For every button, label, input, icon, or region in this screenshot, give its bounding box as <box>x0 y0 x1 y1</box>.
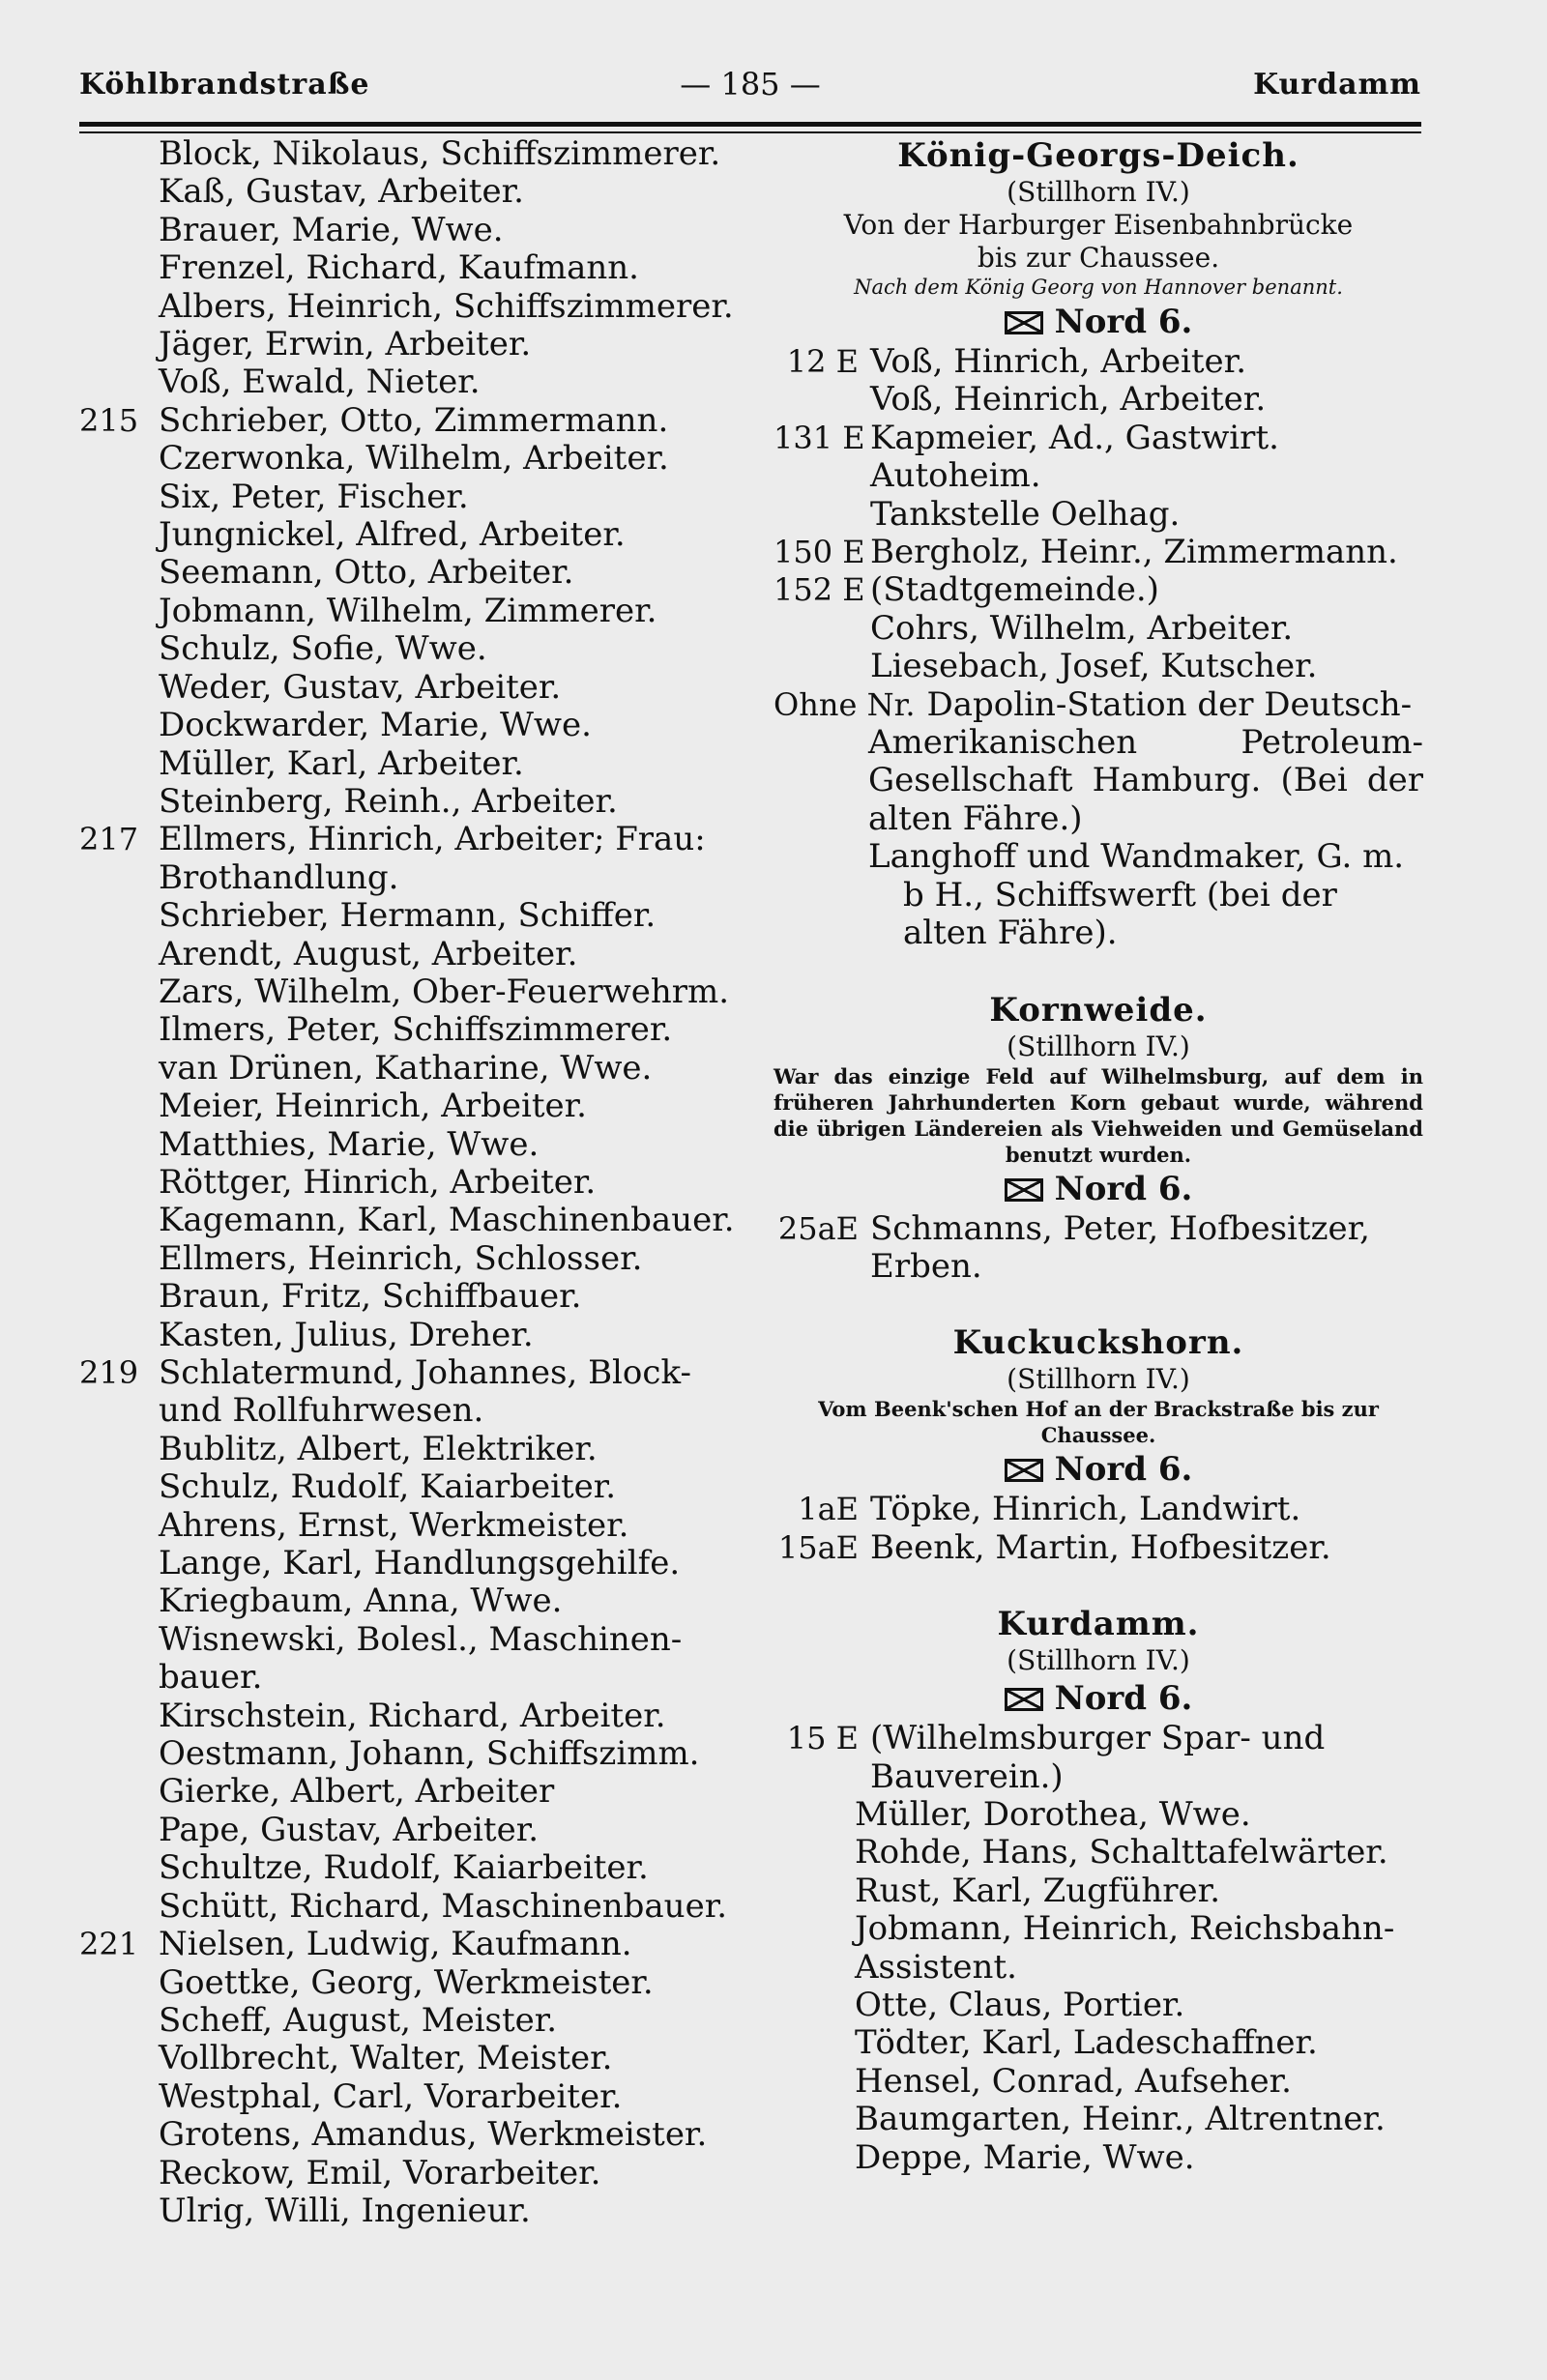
list-item <box>774 2063 1423 2101</box>
list-item <box>79 479 746 516</box>
entry-text: Voß, Hinrich, Arbeiter. <box>870 342 1247 381</box>
list-item <box>79 1849 746 1887</box>
street-note: Vom Beenk'schen Hof an der Brackstraße bis zur Chaussee. <box>818 1397 1379 1448</box>
list-item <box>774 1834 1423 1872</box>
street-district: (Stillhorn IV.) <box>1007 176 1190 208</box>
list-item <box>79 936 746 973</box>
entry-text: Czerwonka, Wilhelm, Arbeiter. <box>159 439 669 479</box>
list-item <box>774 1210 1423 1248</box>
list-item <box>79 1735 746 1773</box>
entry-text: Kaß, Gustav, Arbeiter. <box>159 172 524 212</box>
street-district: (Stillhorn IV.) <box>1007 1030 1190 1062</box>
page-number: — 185 — <box>680 66 821 102</box>
entry-text: Tödter, Karl, Ladeschaffner. <box>855 2023 1318 2063</box>
street-title: Kuckuckshorn. <box>952 1323 1244 1363</box>
entry-text: Kagemann, Karl, Maschinenbauer. <box>159 1201 735 1240</box>
entry-text: Schulz, Rudolf, Kaiarbeiter. <box>159 1467 617 1507</box>
list-item <box>774 1529 1423 1567</box>
house-number: 219 <box>79 1354 139 1391</box>
list-item <box>774 1910 1423 1948</box>
street-block-kuckuckshorn <box>774 1322 1423 1567</box>
left-column <box>79 135 746 2230</box>
entry-text: Schmanns, Peter, Hofbesitzer, <box>870 1208 1370 1248</box>
list-item <box>79 212 746 249</box>
entry-continuation: Amerikanischen Petroleum-Gesellschaft Hamburg. (Bei der alten Fähre.) <box>868 723 1423 838</box>
list-item <box>79 2192 746 2230</box>
list-item <box>79 2078 746 2116</box>
street-block-kurdamm <box>774 1604 1423 2177</box>
list-item <box>79 1088 746 1125</box>
house-number: 215 <box>79 401 139 439</box>
street-block-kornweide <box>774 990 1423 1287</box>
list-item <box>774 1720 1423 1757</box>
entry-text: Reckow, Emil, Vorarbeiter. <box>159 2153 601 2192</box>
entry-text: Tankstelle Oelhag. <box>870 494 1181 534</box>
list-item <box>79 1011 746 1049</box>
list-item <box>774 1872 1423 1910</box>
list-item <box>79 249 746 287</box>
house-number: 15aE <box>777 1528 859 1566</box>
entry-text: Ahrens, Ernst, Werkmeister. <box>159 1505 629 1545</box>
entry-list <box>774 1796 1423 2177</box>
list-item <box>774 610 1423 648</box>
entry-text: Arendt, August, Arbeiter. <box>159 934 578 973</box>
list-item <box>79 973 746 1011</box>
list-item <box>79 821 746 897</box>
list-item <box>79 326 746 363</box>
entry-text: Wisnewski, Bolesl., Maschinen- <box>159 1619 683 1659</box>
entry-continuation: und Rollfuhrwesen. <box>159 1391 484 1431</box>
list-item <box>79 1278 746 1316</box>
entry-continuation: Assistent. <box>855 1947 1017 1987</box>
street-description: bis zur Chaussee. <box>977 242 1220 274</box>
list-item <box>774 534 1423 571</box>
entry-text: Langhoff und Wandmaker, G. m. <box>868 837 1405 877</box>
list-item <box>79 1888 746 1926</box>
list-item <box>79 1468 746 1506</box>
list-item <box>774 457 1423 495</box>
entry-text: Rohde, Hans, Schalttafelwärter. <box>855 1833 1388 1872</box>
header-last-street: Kurdamm <box>1253 68 1421 102</box>
entry-text: Albers, Heinrich, Schiffszimmerer. <box>159 286 734 326</box>
entry-text: Dapolin-Station der Deutsch- <box>926 684 1413 724</box>
entry-text: Scheff, August, Meister. <box>159 2000 558 2040</box>
list-item <box>79 516 746 554</box>
entry-text: Voß, Heinrich, Arbeiter. <box>870 380 1267 420</box>
list-item <box>79 783 746 821</box>
house-number: 217 <box>79 821 139 858</box>
entry-text: Meier, Heinrich, Arbeiter. <box>159 1087 587 1126</box>
entry-text: Zars, Wilhelm, Ober-Feuerwehrm. <box>159 972 730 1011</box>
entry-text: Schlatermund, Johannes, Block- <box>159 1353 691 1392</box>
list-item <box>79 1773 746 1811</box>
list-item <box>774 2101 1423 2138</box>
entry-text: Beenk, Martin, Hofbesitzer. <box>870 1527 1331 1567</box>
entry-text: Vollbrecht, Walter, Meister. <box>159 2039 613 2078</box>
entry-list <box>774 1491 1423 1567</box>
list-item <box>79 288 746 326</box>
list-item <box>774 381 1423 419</box>
entry-text: Liesebach, Josef, Kutscher. <box>870 647 1318 686</box>
list-item <box>79 1507 746 1545</box>
entry-text: Nielsen, Ludwig, Kaufmann. <box>159 1925 632 1964</box>
list-item <box>79 1621 746 1698</box>
entry-text: Pape, Gustav, Arbeiter. <box>159 1810 540 1849</box>
house-number: 221 <box>79 1926 139 1963</box>
list-item <box>774 496 1423 534</box>
envelope-icon <box>1005 311 1043 334</box>
entry-text: Schulz, Sofie, Wwe. <box>159 629 487 669</box>
list-item <box>79 2040 746 2077</box>
entry-text: Autoheim. <box>870 456 1041 496</box>
entry-text: Kirschstein, Richard, Arbeiter. <box>159 1696 666 1735</box>
list-item <box>79 1126 746 1164</box>
list-item <box>79 173 746 211</box>
header-first-street: Köhlbrandstraße <box>79 68 370 102</box>
house-number: 152 E <box>774 571 865 609</box>
entry-text: Weder, Gustav, Arbeiter. <box>159 667 562 707</box>
envelope-icon <box>1005 1688 1043 1711</box>
list-item <box>774 1491 1423 1528</box>
entry-text: Töpke, Hinrich, Landwirt. <box>870 1490 1301 1529</box>
entry-text: Schrieber, Otto, Zimmermann. <box>159 400 669 440</box>
entry-text: Bublitz, Albert, Elektriker. <box>159 1429 598 1468</box>
list-item <box>774 1796 1423 1834</box>
list-item <box>774 686 1423 724</box>
postal-district: Nord 6. <box>774 1677 1423 1720</box>
street-district: (Stillhorn IV.) <box>1007 1363 1190 1396</box>
street-note: War das einzige Feld auf Wilhelmsburg, auf dem in früheren Jahrhunderten Korn gebaut wurde, während die übrigen Ländereien als Viehweiden und Gemüseland benutzt wurden. <box>774 1063 1423 1167</box>
entry-text: Six, Peter, Fischer. <box>159 477 469 516</box>
list-item <box>79 1240 746 1278</box>
list-item <box>79 593 746 630</box>
entry-text: Voß, Ewald, Nieter. <box>159 363 481 402</box>
entry-text: Müller, Karl, Arbeiter. <box>159 743 524 783</box>
list-item <box>774 1987 1423 2024</box>
entry-text: Ellmers, Heinrich, Schlosser. <box>159 1238 643 1278</box>
street-description: Von der Harburger Eisenbahnbrücke <box>843 209 1354 241</box>
list-item <box>79 1812 746 1849</box>
list-item <box>774 2139 1423 2177</box>
entry-text: Rust, Karl, Zugführer. <box>855 1871 1221 1910</box>
header-rule-thin <box>79 131 1421 133</box>
entry-text: Otte, Claus, Portier. <box>855 1985 1185 2024</box>
entry-text: Müller, Dorothea, Wwe. <box>855 1794 1251 1834</box>
right-column <box>774 135 1423 2177</box>
entry-text: Goettke, Georg, Werkmeister. <box>159 1962 654 2002</box>
entry-text: Frenzel, Richard, Kaufmann. <box>159 248 639 288</box>
list-item <box>79 1050 746 1088</box>
list-item <box>79 897 746 935</box>
list-item <box>774 571 1423 609</box>
street-title: Kornweide. <box>989 990 1208 1030</box>
list-item <box>774 420 1423 457</box>
entry-text: Lange, Karl, Handlungsgehilfe. <box>159 1544 681 1583</box>
entry-text: Braun, Fritz, Schiffbauer. <box>159 1277 582 1317</box>
list-item <box>79 2155 746 2192</box>
entry-text: Bergholz, Heinr., Zimmermann. <box>870 533 1398 572</box>
list-item <box>79 630 746 668</box>
street-title: Kurdamm. <box>997 1605 1200 1644</box>
entry-text: Schütt, Richard, Maschinenbauer. <box>159 1886 728 1926</box>
entry-text: Brauer, Marie, Wwe. <box>159 210 504 249</box>
entry-text: Cohrs, Wilhelm, Arbeiter. <box>870 608 1294 648</box>
street-district: (Stillhorn IV.) <box>1007 1644 1190 1677</box>
list-item <box>79 1926 746 1963</box>
envelope-icon <box>1005 1178 1043 1202</box>
entry-text: Oestmann, Johann, Schiffszimm. <box>159 1734 700 1774</box>
entry-text: Röttger, Hinrich, Arbeiter. <box>159 1162 597 1202</box>
entry-text: Ellmers, Hinrich, Arbeiter; Frau: <box>159 820 706 859</box>
house-number: Ohne Nr. <box>774 685 916 723</box>
list-item <box>79 745 746 783</box>
entry-text: (Stadtgemeinde.) <box>870 570 1159 610</box>
entry-text: Ilmers, Peter, Schiffszimmerer. <box>159 1010 673 1050</box>
list-item <box>79 440 746 478</box>
list-item <box>79 707 746 744</box>
list-item <box>79 402 746 440</box>
entry-text: Jungnickel, Alfred, Arbeiter. <box>159 515 626 555</box>
header-rule-thick <box>79 122 1421 127</box>
list-item <box>79 1164 746 1202</box>
list-item <box>774 648 1423 685</box>
list-item <box>79 1431 746 1468</box>
entry-text: Ulrig, Willi, Ingenieur. <box>159 2191 531 2230</box>
entry-text: Westphal, Carl, Vorarbeiter. <box>159 2076 623 2116</box>
entry-text: Deppe, Marie, Wwe. <box>855 2137 1195 2177</box>
entry-continuation: Erben. <box>870 1246 982 1286</box>
list-item <box>79 1545 746 1582</box>
list-item <box>79 1354 746 1431</box>
list-item <box>79 669 746 707</box>
entry-text: Hensel, Conrad, Aufseher. <box>855 2061 1292 2101</box>
entry-text: Jobmann, Wilhelm, Zimmerer. <box>159 591 657 630</box>
entry-text: Kriegbaum, Anna, Wwe. <box>159 1582 563 1621</box>
entry-text: Schultze, Rudolf, Kaiarbeiter. <box>159 1848 649 1888</box>
entry-text: (Wilhelmsburger Spar- und <box>870 1719 1326 1758</box>
street-block-koenig-georgs-deich <box>774 135 1423 953</box>
entry-text: van Drünen, Katharine, Wwe. <box>159 1048 653 1088</box>
entry-text: Block, Nikolaus, Schiffszimmerer. <box>159 134 721 173</box>
entry-text: Kasten, Julius, Dreher. <box>159 1315 534 1354</box>
list-item <box>774 2024 1423 2062</box>
entry-continuation: b H., Schiffswerft (bei der alten Fähre). <box>903 875 1337 953</box>
entry-text: Dockwarder, Marie, Wwe. <box>159 706 592 745</box>
envelope-icon <box>1005 1459 1043 1482</box>
entry-list <box>774 343 1423 686</box>
list-item <box>79 1317 746 1354</box>
list-item <box>79 2002 746 2040</box>
list-item <box>79 554 746 592</box>
postal-district: Nord 6. <box>774 1448 1423 1491</box>
list-item <box>79 363 746 401</box>
house-number: 25aE <box>777 1209 859 1247</box>
entry-text: Matthies, Marie, Wwe. <box>159 1124 540 1164</box>
page-header <box>79 62 1421 110</box>
entry-text: Schrieber, Hermann, Schiffer. <box>159 896 657 936</box>
house-number: 131 E <box>774 419 865 456</box>
entry-continuation: Bauverein.) <box>870 1756 1064 1796</box>
house-number: 15 E <box>786 1720 859 1757</box>
entry-text: Jäger, Erwin, Arbeiter. <box>159 325 532 364</box>
entry-text: Grotens, Amandus, Werkmeister. <box>159 2115 708 2155</box>
list-item <box>79 2116 746 2154</box>
entry-continuation: bauer. <box>159 1658 263 1698</box>
entry-text: Baumgarten, Heinr., Altrentner. <box>855 2100 1386 2139</box>
house-number: 12 E <box>786 343 859 380</box>
entry-text: Kapmeier, Ad., Gastwirt. <box>870 418 1279 457</box>
list-item <box>79 1582 746 1620</box>
list-item <box>79 1964 746 2002</box>
list-item <box>79 1202 746 1239</box>
entry-text: Gierke, Albert, Arbeiter <box>159 1772 555 1812</box>
entry-text: Jobmann, Heinrich, Reichsbahn- <box>855 1909 1395 1949</box>
house-number: 150 E <box>774 534 865 571</box>
postal-district: Nord 6. <box>774 301 1423 343</box>
entry-continuation: Brothandlung. <box>159 857 399 897</box>
list-item <box>774 343 1423 381</box>
street-note: Nach dem König Georg von Hannover benannt. <box>854 276 1343 299</box>
postal-district: Nord 6. <box>774 1168 1423 1210</box>
list-item <box>79 1698 746 1735</box>
house-number: 1aE <box>798 1491 859 1528</box>
street-title: König-Georgs-Deich. <box>897 136 1299 175</box>
list-item <box>79 135 746 173</box>
entry-text: Steinberg, Reinh., Arbeiter. <box>159 781 618 821</box>
entry-text: Seemann, Otto, Arbeiter. <box>159 553 574 593</box>
